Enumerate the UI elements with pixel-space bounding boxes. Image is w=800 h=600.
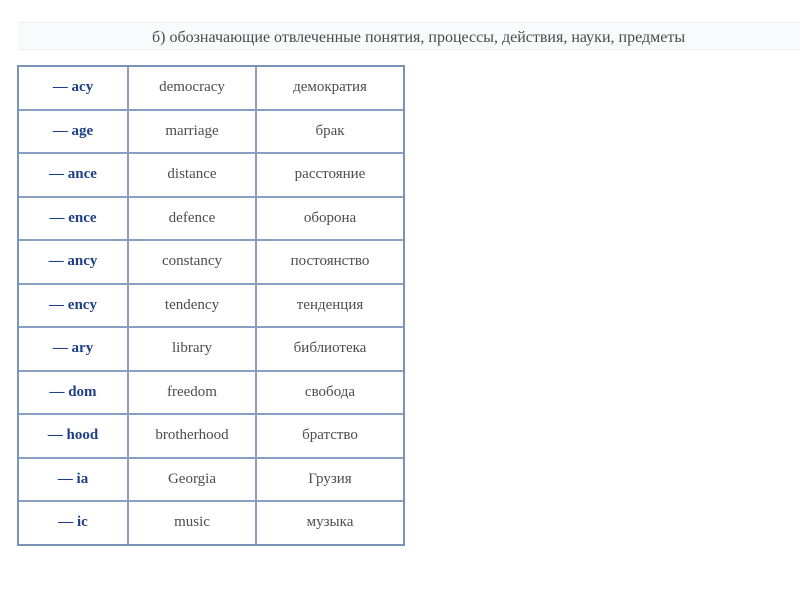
table-row xyxy=(19,459,403,503)
table-row xyxy=(19,154,403,198)
table-row xyxy=(19,372,403,416)
english-word-cell: music xyxy=(129,502,257,544)
english-word-cell: constancy xyxy=(129,241,257,285)
suffix-cell: — ency xyxy=(19,285,129,329)
english-word-cell: distance xyxy=(129,154,257,198)
english-word-cell: democracy xyxy=(129,67,257,111)
russian-word-cell: библиотека xyxy=(257,328,403,372)
english-word-cell: brotherhood xyxy=(129,415,257,459)
suffix-cell: — ic xyxy=(19,502,129,544)
table-row xyxy=(19,328,403,372)
table-row xyxy=(19,285,403,329)
english-word-cell: defence xyxy=(129,198,257,242)
russian-word-cell: расстояние xyxy=(257,154,403,198)
russian-word-cell: Грузия xyxy=(257,459,403,503)
russian-word-cell: оборона xyxy=(257,198,403,242)
russian-word-cell: демократия xyxy=(257,67,403,111)
table-row xyxy=(19,241,403,285)
suffix-cell: — acy xyxy=(19,67,129,111)
russian-word-cell: свобода xyxy=(257,372,403,416)
table-row xyxy=(19,111,403,155)
suffix-table xyxy=(17,65,405,546)
suffix-cell: — ary xyxy=(19,328,129,372)
english-word-cell: marriage xyxy=(129,111,257,155)
russian-word-cell: брак xyxy=(257,111,403,155)
english-word-cell: tendency xyxy=(129,285,257,329)
section-heading: б) обозначающие отвлеченные понятия, процессы, действия, науки, предметы xyxy=(152,29,686,46)
suffix-cell: — ancy xyxy=(19,241,129,285)
suffix-cell: — hood xyxy=(19,415,129,459)
russian-word-cell: постоянство xyxy=(257,241,403,285)
russian-word-cell: братство xyxy=(257,415,403,459)
table-row xyxy=(19,415,403,459)
suffix-cell: — ance xyxy=(19,154,129,198)
table-row xyxy=(19,198,403,242)
english-word-cell: freedom xyxy=(129,372,257,416)
table-body xyxy=(19,67,403,544)
suffix-cell: — dom xyxy=(19,372,129,416)
english-word-cell: library xyxy=(129,328,257,372)
english-word-cell: Georgia xyxy=(129,459,257,503)
suffix-cell: — age xyxy=(19,111,129,155)
table-row xyxy=(19,502,403,544)
russian-word-cell: музыка xyxy=(257,502,403,544)
table-row xyxy=(19,67,403,111)
suffix-cell: — ence xyxy=(19,198,129,242)
suffix-cell: — ia xyxy=(19,459,129,503)
russian-word-cell: тенденция xyxy=(257,285,403,329)
